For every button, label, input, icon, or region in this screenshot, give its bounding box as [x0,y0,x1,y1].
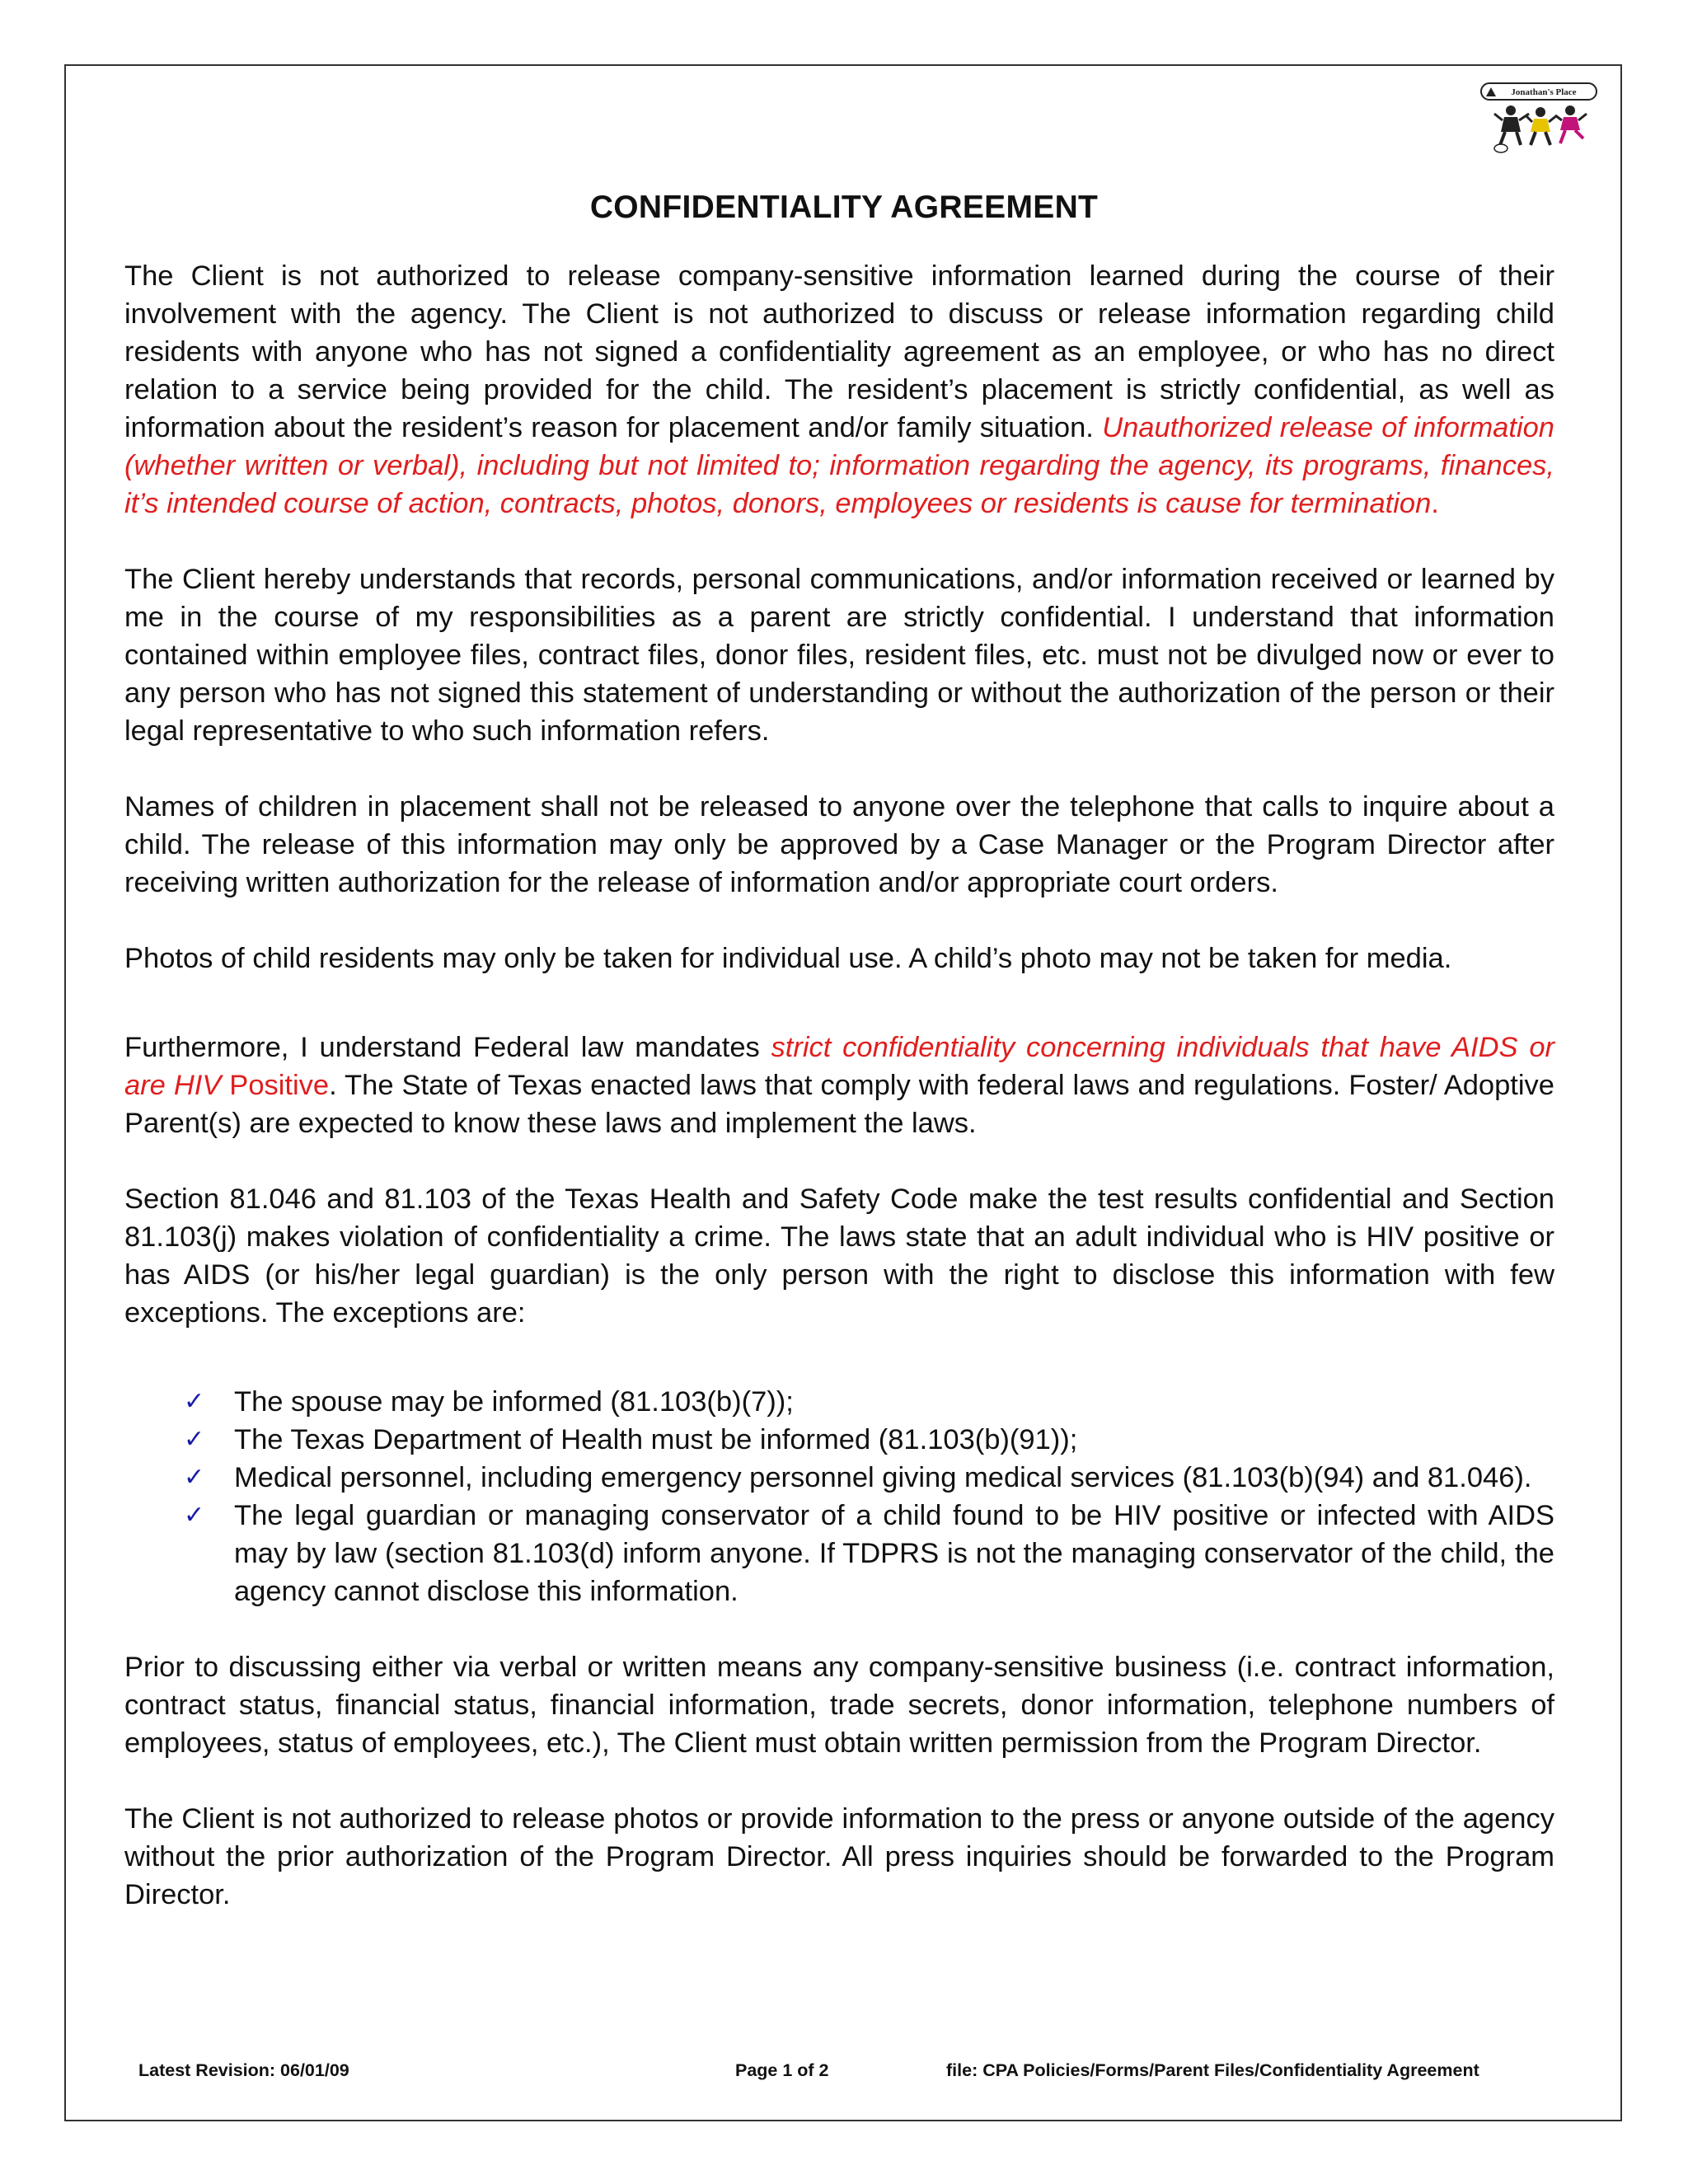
document-title: CONFIDENTIALITY AGREEMENT [589,190,1099,225]
paragraph-press: The Client is not authorized to release photos or provide information to the press or anyone outside of the agency without the prior authorization of the Program Director. All press inquiries should be forwarded to the Program Director. [124,1803,1554,1910]
paragraph-5-start: Furthermore, I understand Federal law mandates [124,1032,771,1063]
exception-text: The legal guardian or managing conservator of a child found to be HIV positive or infected with AIDS may by law (section 81.103(d) inform anyone. If TDPRS is not the managing conservator of the child, the agency cannot disclose this information. [234,1500,1554,1607]
paragraph-records-confidential: The Client hereby understands that records, personal communications, and/or information received or learned by me in the course of my responsibilities as a parent are strictly confidential. I understand that information contained within employee files, contract files, donor files, resident files, etc. must not be divulged now or ever to any person who has not signed this statement of understanding or without the authorization of the person or their legal representative to who such information refers. [124,564,1554,747]
checkmark-icon: ✓ [184,1425,205,1454]
footer-file-path: file: CPA Policies/Forms/Parent Files/Confidentiality Agreement [946,2060,1479,2080]
termination-warning-end: . [1431,488,1439,519]
paragraph-release-information [124,257,1554,523]
jonathans-place-logo [1478,81,1601,155]
checkmark-icon: ✓ [184,1387,205,1416]
logo-text: Jonathan's Place [1511,87,1577,97]
paragraph-texas-health-code: Section 81.046 and 81.103 of the Texas Health and Safety Code make the test results confidential and Section 81.103(j) makes violation of confidentiality a crime. The laws state that an adult individual who is HIV positive or has AIDS (or his/her legal guardian) is the only person with the right to disclose this information with few exceptions. The exceptions are: [124,1183,1554,1329]
document-body [124,257,1554,1914]
exceptions-list [124,1383,1554,1610]
list-item [124,1497,1554,1610]
checkmark-icon: ✓ [184,1463,205,1492]
checkmark-icon: ✓ [184,1501,205,1530]
paragraph-5-end: . The State of Texas enacted laws that comply with federal laws and regulations. Foster/ Adoptive Parent(s) are expected to know these laws and implement the laws. [124,1070,1554,1139]
exception-text: The Texas Department of Health must be informed (81.103(b)(91)); [234,1424,1078,1455]
termination-warning: Unauthorized release of information (whether written or verbal), including but not limited to; information regarding the agency, its programs, finances, it’s intended course of action, contracts, photos, donors, employees or residents is cause for termination [124,412,1554,519]
exception-text: Medical personnel, including emergency personnel giving medical services (81.103(b)(94) and 81.046). [234,1462,1532,1493]
list-item [124,1383,1554,1421]
list-item [124,1459,1554,1497]
paragraph-photos: Photos of child residents may only be taken for individual use. A child’s photo may not be taken for media. [124,943,1452,974]
exception-text: The spouse may be informed (81.103(b)(7)); [234,1386,794,1418]
footer-revision: Latest Revision: 06/01/09 [138,2060,349,2080]
paragraph-federal-law [124,1029,1554,1142]
list-item [124,1421,1554,1459]
hiv-positive-emphasis: Positive [221,1070,330,1101]
paragraph-1-text: The Client is not authorized to release company-sensitive information learned during the course of their involvement with the agency. The Client is not authorized to discuss or release information regarding child residents with anyone who has not signed a confidentiality agreement as an employee, or who has no direct relation to a service being provided for the child. The resident’s placement is strictly confidential, as well as information about the resident’s reason for placement and/or family situation. [124,260,1554,443]
paragraph-names-of-children: Names of children in placement shall not be released to anyone over the telephone that calls to inquire about a child. The release of this information may only be approved by a Case Manager or the Program Director after receiving written authorization for the release of information and/or appropriate court orders. [124,791,1554,898]
hiv-confidentiality-emphasis: strict confidentiality concerning individuals that have AIDS or are HIV [124,1032,1555,1101]
footer-page-number: Page 1 of 2 [735,2060,829,2080]
paragraph-company-sensitive: Prior to discussing either via verbal or written means any company-sensitive business (i.e. contract information, contract status, financial status, financial information, trade secrets, donor information, telephone numbers of employees, status of employees, etc.), The Client must obtain written permission from the Program Director. [124,1652,1554,1759]
